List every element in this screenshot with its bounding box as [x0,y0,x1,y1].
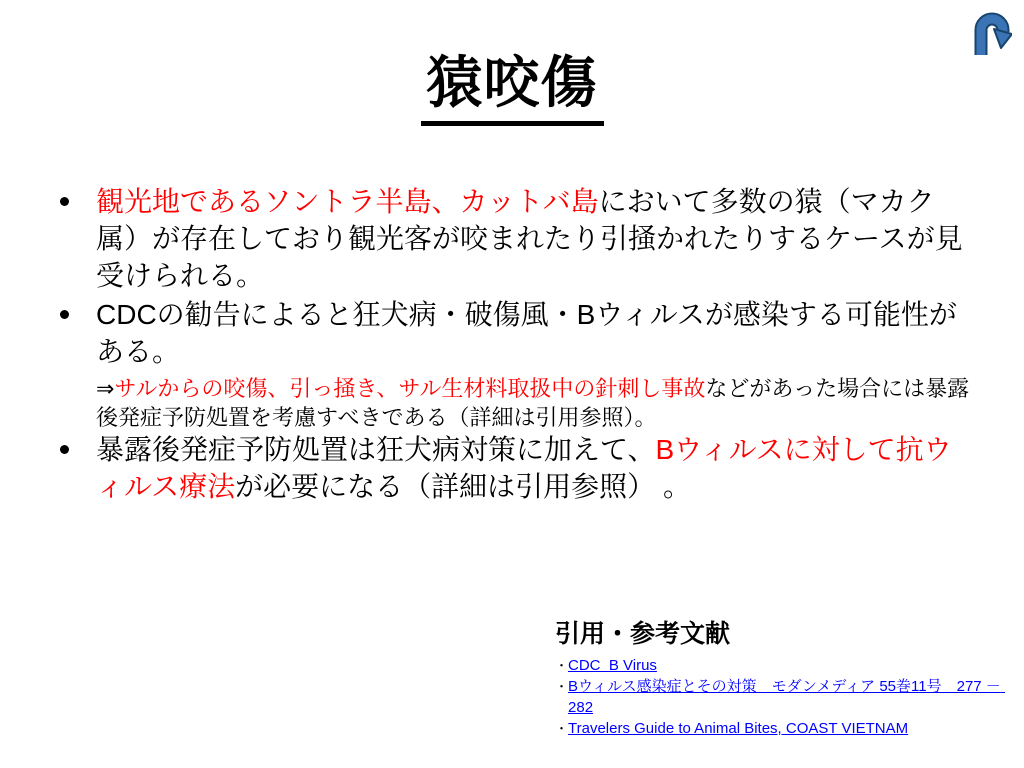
highlighted-text: サルからの咬傷、引っ掻き、サル生材料取扱中の針刺し事故 [114,375,706,401]
list-item [555,718,1017,739]
bullet-item-tourist-sites [60,184,972,295]
sub-bullet-text [96,375,972,432]
body-text: 暴露後発症予防処置は狂犬病対策に加えて、 [96,434,656,465]
bullet-text [96,297,972,432]
body-text: が必要になる（詳細は引用参照） 。 [235,470,691,502]
highlighted-text: 観光地であるソントラ半島、カットバ島 [96,186,599,217]
reference-link-cdc-b-virus[interactable]: CDC B Virus [568,656,657,674]
bullet-text [96,184,972,295]
bullet-item-cdc-advisory [60,297,972,432]
bullet-item-post-exposure [60,432,972,506]
reference-link-travelers-guide[interactable]: Travelers Guide to Animal Bites, COAST VIETNAM [568,719,909,737]
reference-link-b-virus-modern-media[interactable]: Bウィルス感染症とその対策 モダンメディア 55巻11号 277 － 282 [568,677,1005,716]
list-item [555,655,1017,676]
body-text: などがあった場合には暴露後発症予防処置を考慮すべきである（詳細は引用参照）。 [96,375,970,430]
arrow-glyph: ⇒ [96,375,115,401]
title-container [0,52,1024,126]
references-heading: 引用・参考文献 [555,620,731,648]
bullet-text [96,432,972,506]
body-text: において多数の猿（マカク属）が存在しており観光客が咬まれたり引掻かれたりするケースが見受けられる。 [96,186,963,291]
bullet-icon [60,432,96,454]
bullet-icon: ・ [555,678,569,694]
bullet-icon: ・ [555,720,569,736]
bullet-icon [60,184,96,206]
bullet-icon: ・ [555,657,569,673]
body-text: CDCの勧告によると狂犬病・破傷風・Bウィルスが感染する可能性がある。 [96,299,957,367]
list-item [555,676,1017,718]
references-section [555,620,1017,739]
bullet-icon [60,297,96,319]
page-title: 猿咬傷 [421,52,604,126]
highlighted-text: Bウィルスに対して抗ウィルス療法 [96,434,952,502]
u-turn-arrow-logo-icon [972,11,1012,57]
